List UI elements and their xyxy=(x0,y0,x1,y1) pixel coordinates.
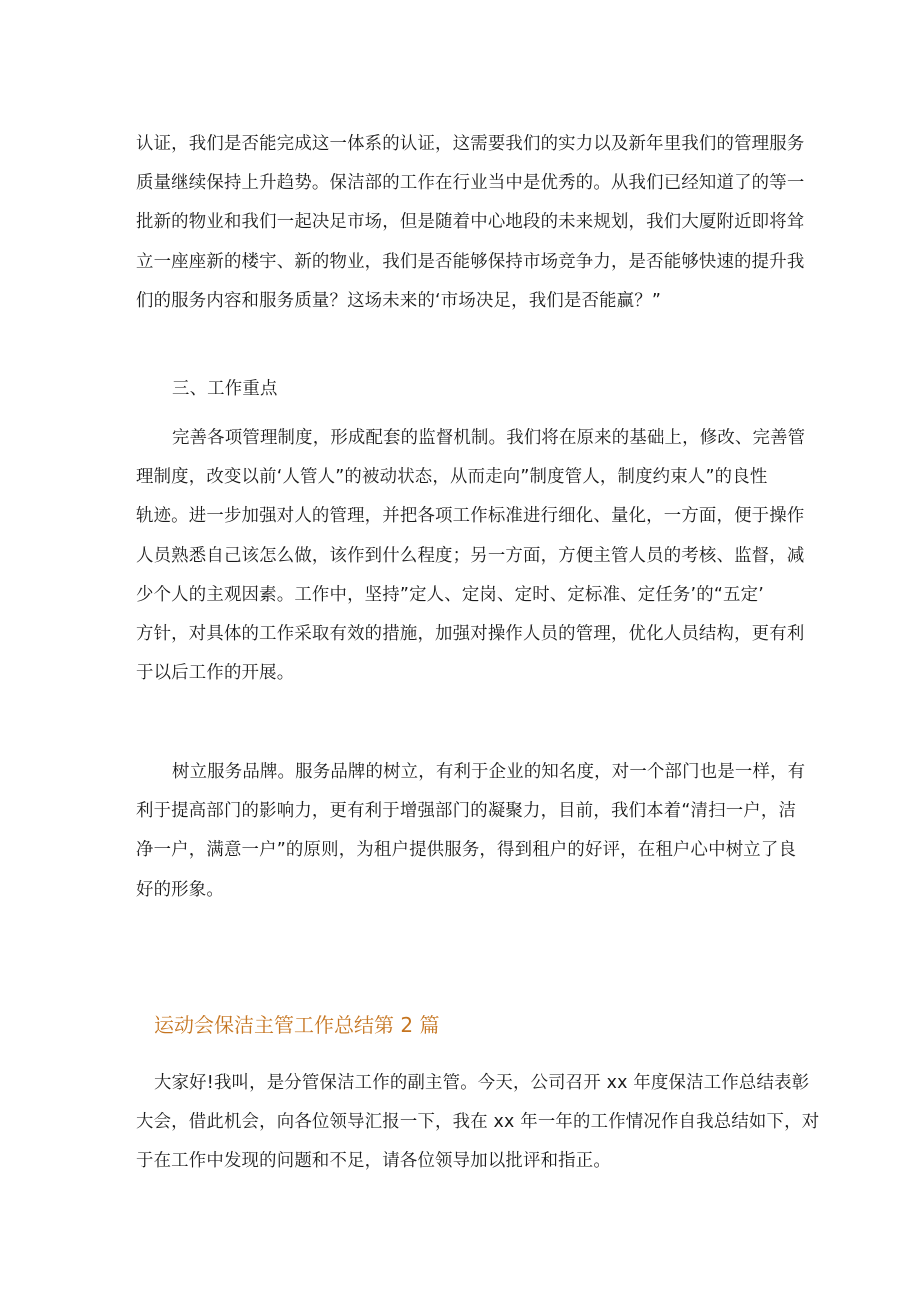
section-title-container xyxy=(136,370,786,409)
paragraph-management-system xyxy=(136,419,806,693)
text-line: 方针，对具体的工作采取有效的措施，加强对操作人员的管理，优化人员结构，更有利 xyxy=(136,623,805,644)
paragraph-certification xyxy=(136,125,805,321)
text-line: 大会，借此机会，向各位领导汇报一下，我在 xx 年一年的工作情况作自我总结如下，对 xyxy=(136,1112,820,1133)
text-line: 树立服务品牌。服务品牌的树立，有利于企业的知名度，对一个部门也是一样，有 xyxy=(172,762,806,782)
text-line: 认证，我们是否能完成这一体系的认证，这需要我们的实力以及新年里我们的管理服务 xyxy=(136,134,805,154)
text-line: 少个人的主观因素。工作中，坚持”定人、定岗、定时、定标准、定任务’的“五定’ xyxy=(136,584,764,605)
text-line: 利于提高部门的影响力，更有利于增强部门的凝聚力，目前，我们本着“清扫一户，洁 xyxy=(136,801,797,822)
text-line: 们的服务内容和服务质量？这场未来的‘市场决足，我们是否能赢？” xyxy=(136,290,662,311)
section-title: 三、工作重点 xyxy=(172,379,278,399)
text-line: 理制度，改变以前‘人管人”的被动状态，从而走向”制度管人，制度约束人”的良性 xyxy=(136,467,768,488)
paragraph-service-brand xyxy=(136,753,806,910)
text-line: 立一座座新的楼宇、新的物业，我们是否能够保持市场竞争力，是否能够快速的提升我 xyxy=(136,251,805,272)
text-line: 人员熟悉自己该怎么做，该作到什么程度；另一方面，方便主管人员的考核、监督，减 xyxy=(136,545,805,566)
text-line: 批新的物业和我们一起决足市场，但是随着中心地段的未来规划，我们大厦附近即将耸 xyxy=(136,212,805,233)
text-line: 完善各项管理制度，形成配套的监督机制。我们将在原来的基础上，修改、完善管 xyxy=(172,428,806,448)
text-line: 大家好!我叫，是分管保洁工作的副主管。今天，公司召开 xx 年度保洁工作总结表彰 xyxy=(154,1073,810,1093)
text-line: 净一户，满意一户”的原则，为租户提供服务，得到租户的好评，在租户心中树立了良 xyxy=(136,840,797,861)
text-line: 于以后工作的开展。 xyxy=(136,663,295,684)
text-line: 于在工作中发现的问题和不足，请各位领导加以批评和指正。 xyxy=(136,1151,611,1172)
article-heading: 运动会保洁主管工作总结第 2 篇 xyxy=(154,1013,440,1037)
text-line: 质量继续保持上升趋势。保洁部的工作在行业当中是优秀的。从我们已经知道了的等一 xyxy=(136,173,805,194)
text-line: 好的形象。 xyxy=(136,879,224,900)
paragraph-introduction xyxy=(136,1064,820,1182)
text-line: 轨迹。进一步加强对人的管理，并把各项工作标准进行细化、量化，一方面，便于操作 xyxy=(136,506,805,527)
